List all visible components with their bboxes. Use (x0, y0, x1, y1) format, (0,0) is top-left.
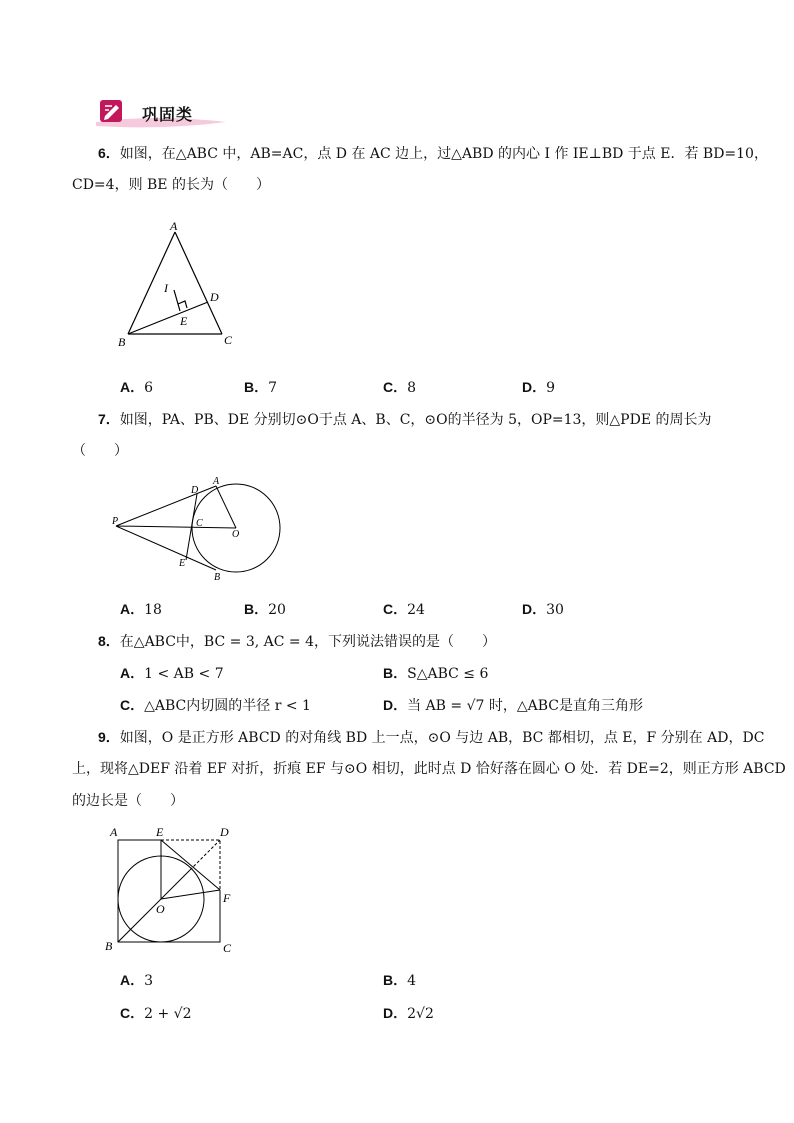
q6-option-b[interactable]: B．7 (244, 379, 278, 396)
question-text-line: 如图，在△ABC 中，AB=AC，点 D 在 AC 边上，过△ABD 的内心 I 作 IE⊥BD 于点 E．若 BD=10， (119, 146, 768, 162)
label-a: A (213, 476, 220, 487)
q6-option-c[interactable]: C．8 (383, 379, 417, 396)
question-9-line3: 的边长是（ ） (72, 793, 184, 809)
q8-option-c[interactable]: C．△ABC内切圆的半径 r < 1 (120, 697, 311, 714)
q7-option-d[interactable]: D．30 (522, 601, 564, 618)
segment-ef (161, 840, 220, 890)
q9-option-a[interactable]: A．3 (120, 972, 154, 989)
q8-option-d[interactable]: D．当 AB = √7 时，△ABC是直角三角形 (383, 697, 644, 714)
segment-of (161, 890, 220, 899)
question-8 (98, 631, 496, 652)
label-c: C (196, 518, 203, 529)
segment-ie (174, 290, 180, 311)
label-o: O (232, 529, 240, 540)
question-7 (98, 409, 712, 430)
label-b: B (214, 572, 221, 583)
question-text-line: 如图，O 是正方形 ABCD 的对角线 BD 上一点，⊙O 与边 AB，BC 都相切，点 E，F 分别在 AD，DC (119, 730, 765, 746)
question-7-line2: （ ） (72, 443, 128, 459)
label-c: C (224, 333, 233, 347)
label-d: D (220, 825, 229, 839)
label-e: E (180, 314, 188, 328)
q7-option-c[interactable]: C．24 (383, 601, 425, 618)
label-d: D (191, 485, 199, 496)
question-text-line: 如图，PA、PB、DE 分别切⊙O于点 A、B、C，⊙O的半径为 5，OP=13，则△PDE 的周长为 (119, 412, 712, 428)
label-p: P (112, 516, 119, 527)
section-title: 巩固类 (142, 105, 194, 124)
question-number: 7． (98, 411, 120, 427)
q6-option-d[interactable]: D．9 (522, 379, 556, 396)
diagonal-bd-solid (118, 870, 190, 942)
label-e: E (156, 825, 164, 839)
question-number: 8． (98, 633, 120, 649)
q7-option-a[interactable]: A．18 (120, 601, 162, 618)
q8-option-b[interactable]: B．S△ABC ≤ 6 (383, 665, 489, 682)
q9-option-b[interactable]: B．4 (383, 972, 417, 989)
question-9 (98, 727, 764, 748)
label-e: E (179, 558, 186, 569)
label-b: B (105, 939, 113, 953)
figure-q7-tangents (108, 474, 288, 584)
question-6-line2: CD=4，则 BE 的长为（ ） (72, 177, 270, 193)
label-d: D (210, 290, 219, 304)
segment-ao (216, 486, 236, 528)
label-f: F (223, 891, 231, 905)
q7-option-b[interactable]: B．20 (244, 601, 286, 618)
label-i: I (164, 281, 168, 295)
q9-option-d[interactable]: D．2√2 (383, 1005, 434, 1022)
label-b: B (118, 335, 126, 349)
q9-option-c[interactable]: C．2 + √2 (120, 1005, 192, 1022)
q6-option-a[interactable]: A．6 (120, 379, 154, 396)
label-a: A (110, 825, 118, 839)
question-9-line2: 上，现将△DEF 沿着 EF 对折，折痕 EF 与⊙O 相切，此时点 D 恰好落在圆心 O 处．若 DE=2，则正方形 ABCD (72, 761, 786, 777)
question-text-line: 在△ABC中，BC = 3, AC = 4，下列说法错误的是（ ） (119, 634, 496, 650)
question-number: 6． (98, 145, 120, 161)
diagonal-bd-dashed (190, 840, 220, 870)
figure-q6-triangle (110, 218, 245, 353)
segment-pb (116, 526, 216, 570)
question-number: 9． (98, 729, 120, 745)
label-o: O (156, 902, 165, 916)
segment-po (116, 526, 236, 528)
figure-q9-square (100, 820, 240, 958)
q8-option-a[interactable]: A．1 < AB < 7 (120, 665, 224, 682)
question-6 (98, 143, 768, 164)
label-c: C (223, 941, 232, 955)
section-header (96, 96, 236, 132)
label-a: A (170, 219, 178, 233)
